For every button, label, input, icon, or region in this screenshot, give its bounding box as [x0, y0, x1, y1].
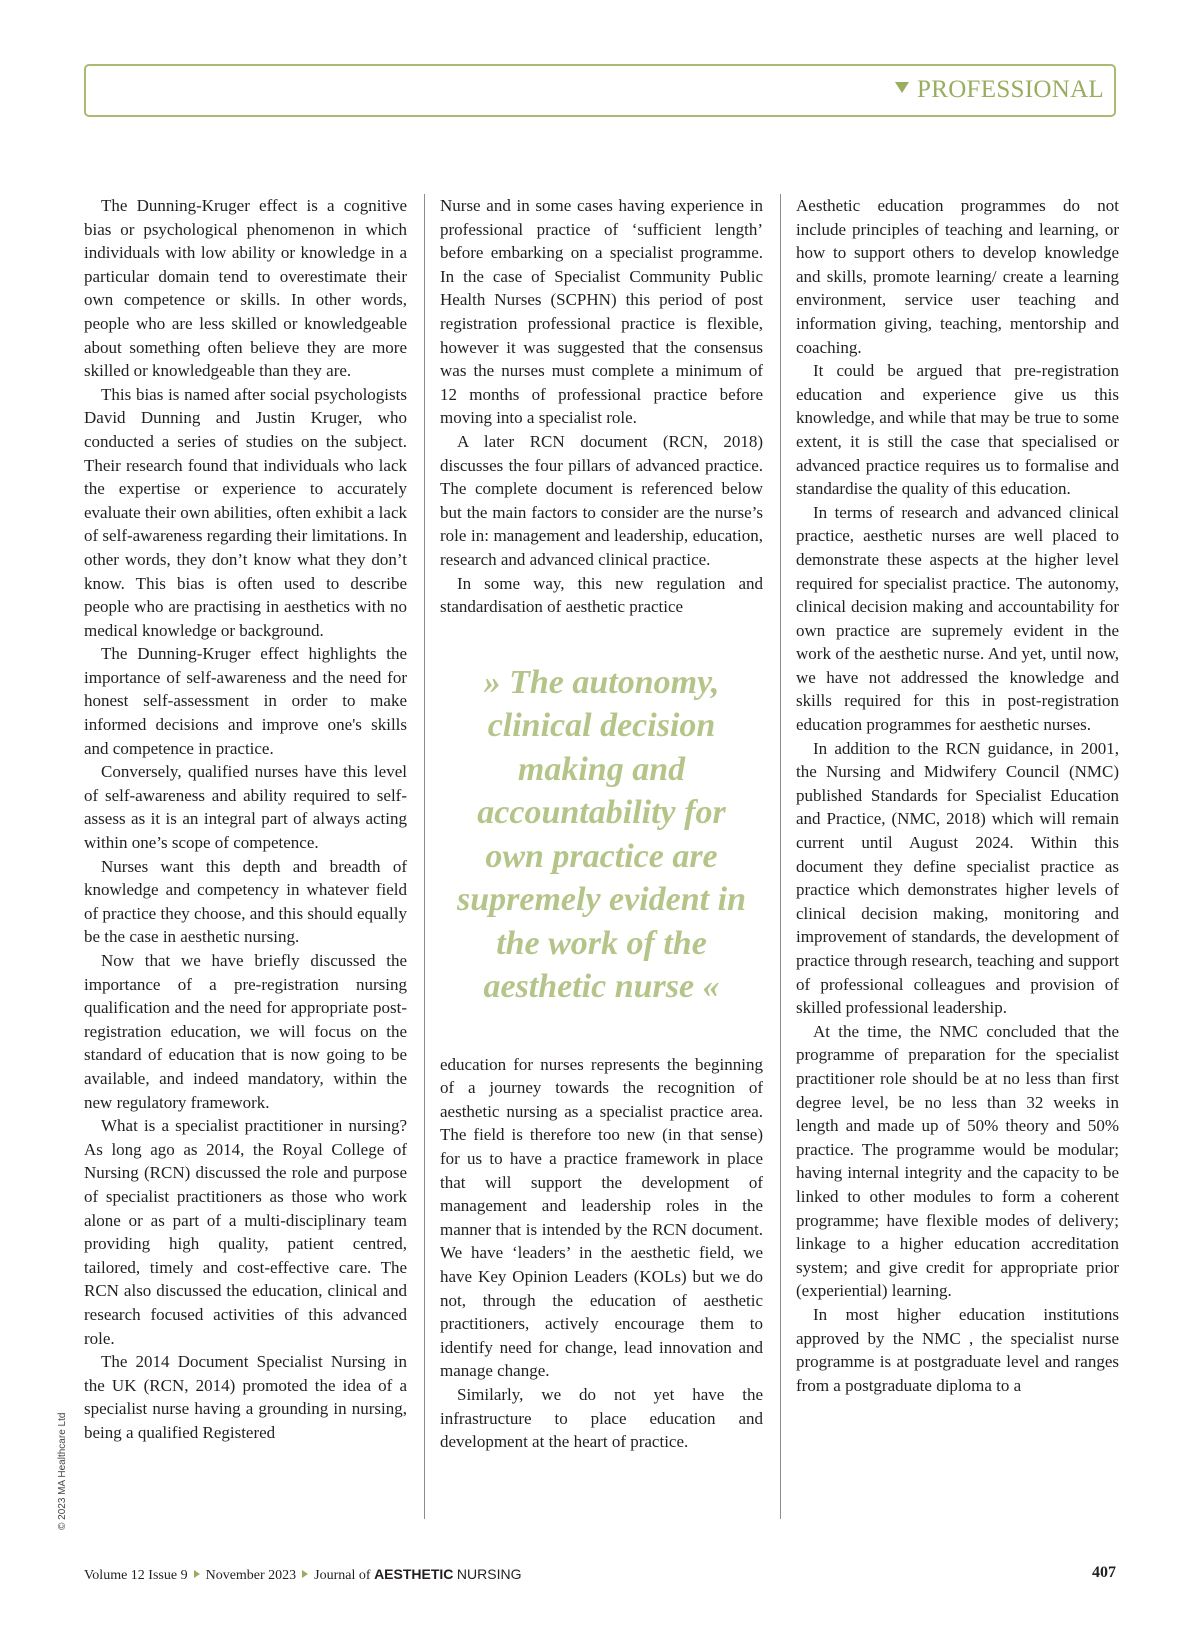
pull-quote: » The autonomy, clinical decision making and accountability for own practice are supremely evident in the work of the aesthetic nurse « — [457, 663, 746, 1006]
triangle-right-icon — [194, 1570, 200, 1578]
page-number: 407 — [1092, 1564, 1116, 1581]
paragraph: Similarly, we do not yet have the infrastructure to place education and development at the heart of practice. — [440, 1385, 763, 1452]
footer-date: November 2023 — [205, 1568, 297, 1583]
paragraph: The Dunning-Kruger effect is a cognitive bias or psychological phenomenon in which individuals with low ability or knowledge in a particular domain tend to overestimate their own competence or skills. In other words, people who are less skilled or knowledgeable about something often believe they are more skilled or knowledgeable than they are. — [84, 196, 407, 381]
paragraph: In terms of research and advanced clinical practice, aesthetic nurses are well placed to demonstrate these aspects at the higher level required for specialist practice. The autonomy, clinical decision making and accountability for own practice are supremely evident in the work of the aesthetic nurse. And yet, until now, we have not addressed the knowledge and skills required for this in post-registration education programmes for aesthetic nurses. — [796, 502, 1119, 735]
column-2 — [440, 194, 763, 1519]
column-3 — [796, 194, 1119, 1519]
paragraph: A later RCN document (RCN, 2018) discusses the four pillars of advanced practice. The complete document is referenced below but the main factors to consider are the nurse’s role in: management and leadership, education, research and advanced clinical practice. — [440, 431, 763, 569]
paragraph: In most higher education institutions approved by the NMC , the specialist nurse programme is at postgraduate level and ranges from a postgraduate diploma to a — [796, 1304, 1119, 1395]
footer-journal-prefix: Journal of — [314, 1568, 371, 1583]
paragraph: This bias is named after social psychologists David Dunning and Justin Kruger, who conducted a series of studies on the subject. Their research found that individuals who lack the expertise or experience to accurately evaluate their own abilities, often exhibit a lack of self-awareness regarding their limitations. In other words, they don’t know what they don’t know. This bias is often used to describe people who are practising in aesthetics with no medical knowledge or background. — [84, 384, 407, 640]
section-title: PROFESSIONAL — [917, 76, 1104, 103]
column-divider — [780, 194, 781, 1519]
paragraph: Now that we have briefly discussed the importance of a pre-registration nursing qualification and the need for appropriate post-registration education, we will focus on the standard of education that is now going to be available, and indeed mandatory, within the new regulatory framework. — [84, 951, 407, 1112]
paragraph: Nurse and in some cases having experience in professional practice of ‘sufficient length’ before embarking on a specialist programme. In the case of Specialist Community Public Health Nurses (SCPHN) this period of post registration professional practice is flexible, however it was suggested that the consensus was the nurses must complete a minimum of 12 months of professional practice before moving into a specialist role. — [440, 196, 763, 428]
paragraph: Aesthetic education programmes do not include principles of teaching and learning, or how to support others to develop knowledge and skills, promote learning/ create a learning environment, service user teaching and information giving, teaching, mentorship and coaching. — [796, 196, 1119, 357]
copyright-notice: © 2023 MA Healthcare Ltd — [57, 1412, 68, 1530]
paragraph: In some way, this new regulation and standardisation of aesthetic practice — [440, 573, 763, 617]
column-divider — [424, 194, 425, 1519]
paragraph: Nurses want this depth and breadth of knowledge and competency in whatever field of practice they choose, and this should equally be the case in aesthetic nursing. — [84, 856, 407, 947]
paragraph: At the time, the NMC concluded that the programme of preparation for the specialist practitioner role should be at no less than first degree level, be no less than 32 weeks in length and made up of 50% theory and 50% practice. The programme would be modular; having internal integrity and the capacity to be linked to other modules to form a coherent programme; have flexible modes of delivery; linkage to a higher education accreditation system; and give credit for appropriate prior (experiential) learning. — [796, 1021, 1119, 1301]
triangle-down-icon — [895, 82, 909, 93]
section-header — [84, 64, 1116, 117]
paragraph: It could be argued that pre-registration education and experience give us this knowledge, and while that may be true to some extent, it is still the case that specialised or advanced practice requires us to formalise and standardise the quality of this education. — [796, 361, 1119, 499]
section-label — [895, 76, 1104, 104]
paragraph: In addition to the RCN guidance, in 2001, the Nursing and Midwifery Council (NMC) published Standards for Specialist Education and Practice, (NMC, 2018) which will remain current until August 2024. Within this document they define specialist practice as practice which demonstrates higher levels of clinical decision making, monitoring and improvement of standards, the development of practice through research, teaching and support of professional colleagues and provision of skilled professional leadership. — [796, 738, 1119, 1018]
footer-volume: Volume 12 Issue 9 — [84, 1568, 188, 1583]
footer-journal-suffix: NURSING — [456, 1566, 522, 1582]
paragraph: Conversely, qualified nurses have this level of self-awareness and ability required to self-assess as it is an integral part of always acting within one’s scope of competence. — [84, 762, 407, 853]
footer — [84, 1566, 521, 1584]
paragraph: The Dunning-Kruger effect highlights the importance of self-awareness and the need for honest self-assessment in order to make informed decisions and improve one's skills and competence in practice. — [84, 644, 407, 758]
paragraph: education for nurses represents the beginning of a journey towards the recognition of aesthetic nursing as a specialist practice area. The field is therefore too new (in that sense) for us to have a practice framework in place that will support the development of management and leadership roles in the manner that is intended by the RCN document. We have ‘leaders’ in the aesthetic field, we have Key Opinion Leaders (KOLs) but we do not, through the education of aesthetic practitioners, actively encourage them to identify need for change, lead innovation and manage change. — [440, 1054, 763, 1381]
triangle-right-icon — [302, 1570, 308, 1578]
paragraph: What is a specialist practitioner in nursing? As long ago as 2014, the Royal College of Nursing (RCN) discussed the role and purpose of specialist practitioners as those who work alone or as part of a multi-disciplinary team providing high quality, patient centred, tailored, timely and cost-effective care. The RCN also discussed the education, clinical and research focused activities of this advanced role. — [84, 1116, 407, 1348]
column-1 — [84, 194, 407, 1519]
paragraph: The 2014 Document Specialist Nursing in the UK (RCN, 2014) promoted the idea of a specialist nurse having a grounding in nursing, being a qualified Registered — [84, 1352, 407, 1442]
footer-journal-brand: AESTHETIC — [374, 1566, 454, 1582]
